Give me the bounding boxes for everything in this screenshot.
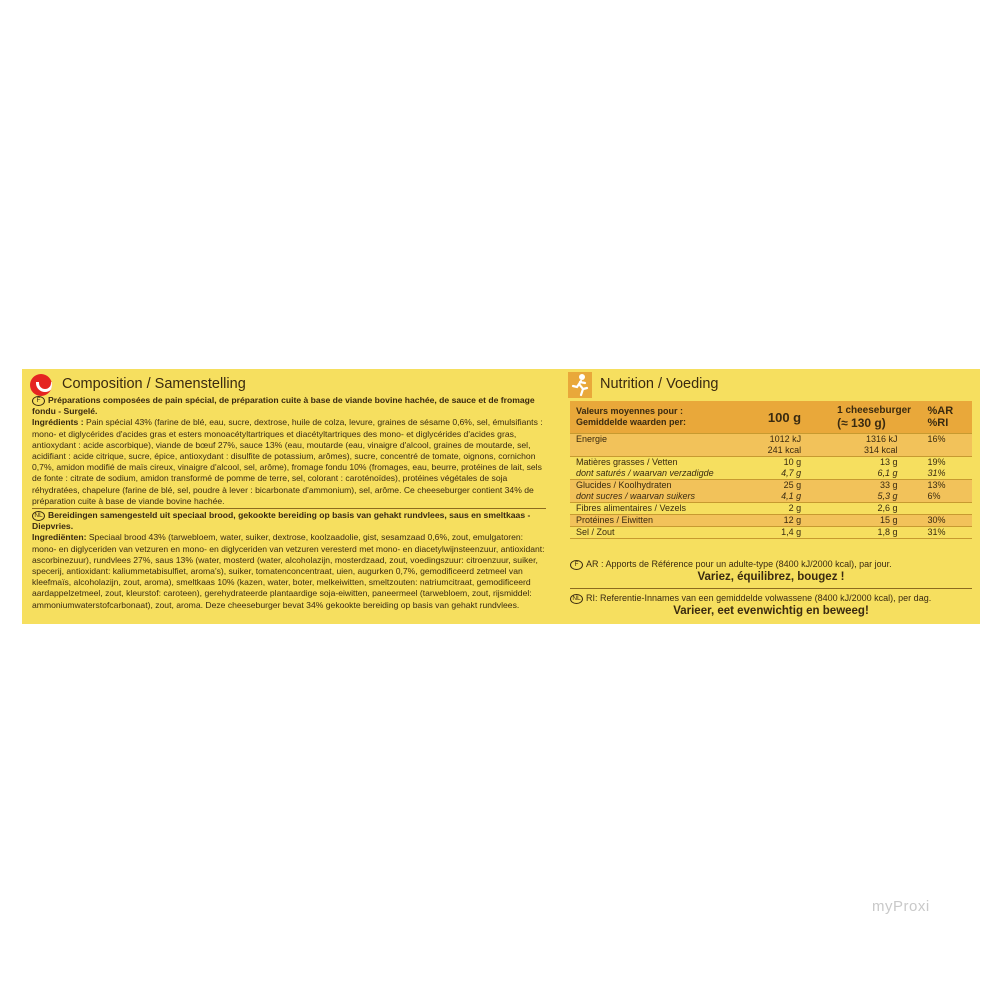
row-value-serving: 33 g 5,3 g bbox=[807, 480, 921, 503]
table-row bbox=[570, 457, 972, 480]
lang-badge-fr: F bbox=[570, 560, 583, 570]
row-label: Protéines / Eiwitten bbox=[570, 515, 739, 527]
row-label: Energie bbox=[570, 434, 739, 457]
row-value-ri: 19% 31% bbox=[922, 457, 972, 480]
row-value-serving: 15 g bbox=[807, 515, 921, 527]
header-col-serving: 1 cheeseburger (≈ 130 g) bbox=[807, 401, 921, 434]
row-value-ri: 13% 6% bbox=[922, 480, 972, 503]
fr-product-name bbox=[32, 395, 546, 417]
row-value-serving: 13 g 6,1 g bbox=[807, 457, 921, 480]
row-value-serving: 1316 kJ 314 kcal bbox=[807, 434, 921, 457]
running-person-icon bbox=[568, 372, 592, 398]
row-value-ri: 16% bbox=[922, 434, 972, 457]
nutrition-title: Nutrition / Voeding bbox=[600, 376, 719, 392]
row-value-serving: 2,6 g bbox=[807, 503, 921, 515]
row-label: Matières grasses / Vetten dont saturés / waarvan verzadigde bbox=[570, 457, 739, 480]
row-value-100g: 25 g 4,1 g bbox=[739, 480, 807, 503]
language-divider bbox=[570, 588, 972, 589]
row-value-100g: 2 g bbox=[739, 503, 807, 515]
lang-badge-fr: F bbox=[32, 396, 45, 406]
nl-ingredients bbox=[32, 532, 546, 610]
nutrition-panel bbox=[560, 369, 980, 624]
nl-ri-note: NL RI: Referentie-Innames van een gemiddelde volwassene (8400 kJ/2000 kcal), per dag. bbox=[570, 592, 972, 604]
brand-logo-icon bbox=[30, 374, 52, 396]
row-label: Glucides / Koolhydraten dont sucres / waarvan suikers bbox=[570, 480, 739, 503]
row-label: Fibres alimentaires / Vezels bbox=[570, 503, 739, 515]
nl-motto: Varieer, eet evenwichtig en beweeg! bbox=[673, 605, 869, 617]
language-divider bbox=[32, 508, 546, 509]
row-value-100g: 12 g bbox=[739, 515, 807, 527]
table-row bbox=[570, 480, 972, 503]
reference-intake-notes bbox=[570, 558, 972, 618]
table-row bbox=[570, 503, 972, 515]
header-col-ri: %AR %RI bbox=[922, 401, 972, 434]
nutrition-header bbox=[560, 372, 980, 398]
fr-motto: Variez, équilibrez, bougez ! bbox=[697, 571, 845, 583]
row-value-100g: 10 g 4,7 g bbox=[739, 457, 807, 480]
table-row bbox=[570, 527, 972, 539]
row-value-ri: 31% bbox=[922, 527, 972, 539]
nutrition-table-header bbox=[570, 401, 972, 434]
nutrition-table bbox=[570, 401, 972, 539]
lang-badge-nl: NL bbox=[32, 511, 45, 521]
row-value-ri: 30% bbox=[922, 515, 972, 527]
nl-product-name bbox=[32, 510, 546, 532]
composition-title: Composition / Samenstelling bbox=[62, 376, 246, 392]
nl-name-text: Bereidingen samengesteld uit speciaal brood, gekookte bereiding op basis van gehakt rundvlees, saus en smeltkaas - Diepvries. bbox=[32, 510, 531, 532]
composition-text bbox=[32, 395, 546, 611]
row-label: Sel / Zout bbox=[570, 527, 739, 539]
table-row bbox=[570, 515, 972, 527]
fr-ingredients-text: Pain spécial 43% (farine de blé, eau, sucre, dextrose, huile de colza, levure, graines de sésame 0,6%, sel, émulsifiants : mono- et diglycérides d'acides gras et esters monoacétyltartriques et diacétyltartriques des mono- et diglycérides d'acides gras, antioxydant : acide ascorbique), viande de bœuf 27%, sauce 13% (eau, moutarde (eau, vinaigre d'alcool, graines de moutarde, sel, acidifiant : acide citrique, sucre, épice, antioxydant : disulfite de potassium, arômes), sucre, concentré de tomate, oignons, cornichon 0,7%, amidon modifié de maïs cireux, vinaigre d'alcool, sel, arôme), fromage fondu 10% (fromages, eau, beurre, protéines de lait, sels de fonte : citrate de sodium, amidon transformé de pomme de terre, sel, colorant : caroténoïdes), protéines végétales de soja réhydratées, chapelure (farine de blé, sel, poudre à lever : bicarbonate d'ammonium), sel, arôme. Ce cheeseburger contient 34% de préparation cuite à base de viande bovine hachée. bbox=[32, 417, 543, 506]
composition-panel bbox=[22, 369, 552, 624]
header-col-basis: Valeurs moyennes pour : Gemiddelde waarden per: bbox=[570, 401, 739, 434]
lang-badge-nl: NL bbox=[570, 594, 583, 604]
fr-ingredients-label: Ingrédients : bbox=[32, 417, 84, 428]
row-value-100g: 1,4 g bbox=[739, 527, 807, 539]
row-value-100g: 1012 kJ 241 kcal bbox=[739, 434, 807, 457]
table-row bbox=[570, 434, 972, 457]
fr-ingredients bbox=[32, 417, 546, 507]
row-value-ri bbox=[922, 503, 972, 515]
row-value-serving: 1,8 g bbox=[807, 527, 921, 539]
watermark: myProxi bbox=[872, 898, 930, 915]
fr-ri-note: F AR : Apports de Référence pour un adulte-type (8400 kJ/2000 kcal), par jour. bbox=[570, 558, 972, 570]
fr-name-text: Préparations composées de pain spécial, de préparation cuite à base de viande bovine hachée, de sauce et de fromage fondu - Surgelé. bbox=[32, 395, 535, 417]
nl-ingredients-text: Speciaal brood 43% (tarwebloem, water, suiker, dextrose, koolzaadolie, gist, sesamzaad 0,6%, zout, emulgatoren: mono- en diglyceriden van vetzuren en mono- en diglyceriden van vetzuren veresterd met mono- en diacetylwijnsteenzuur, antioxidant: ascorbinezuur), rundvlees 27%, saus 13% (water, mosterd (water, alcoholazijn, mosterdzaad, zout, voedingszuur: citroenzuur, suiker, specerij, antioxidant: kaliummetabisulfiet, aroma's), suiker, tomatenconcentraat, uien, augurken 0,7%, gemodificeerd zetmeel van kleefmaïs, alcoholazijn, zout, aroma), smeltkaas 10% (kazen, water, boter, melkeiwitten, smeltzouten: natriumcitraat, gemodificeerd aardappelzetmeel, zout, kleurstof: caroteen), gerehydrateerde plantaardige soja-eiwitten, paneermeel (tarwebloem, zout, rijsmiddel: ammoniumwaterstofcarbonaat), zout, aroma. Deze cheeseburger bevat 34% gekookte bereiding op basis van gehakt rundvlees. bbox=[32, 532, 545, 610]
header-col-100g: 100 g bbox=[739, 401, 807, 434]
nl-ingredients-label: Ingrediënten: bbox=[32, 532, 87, 543]
